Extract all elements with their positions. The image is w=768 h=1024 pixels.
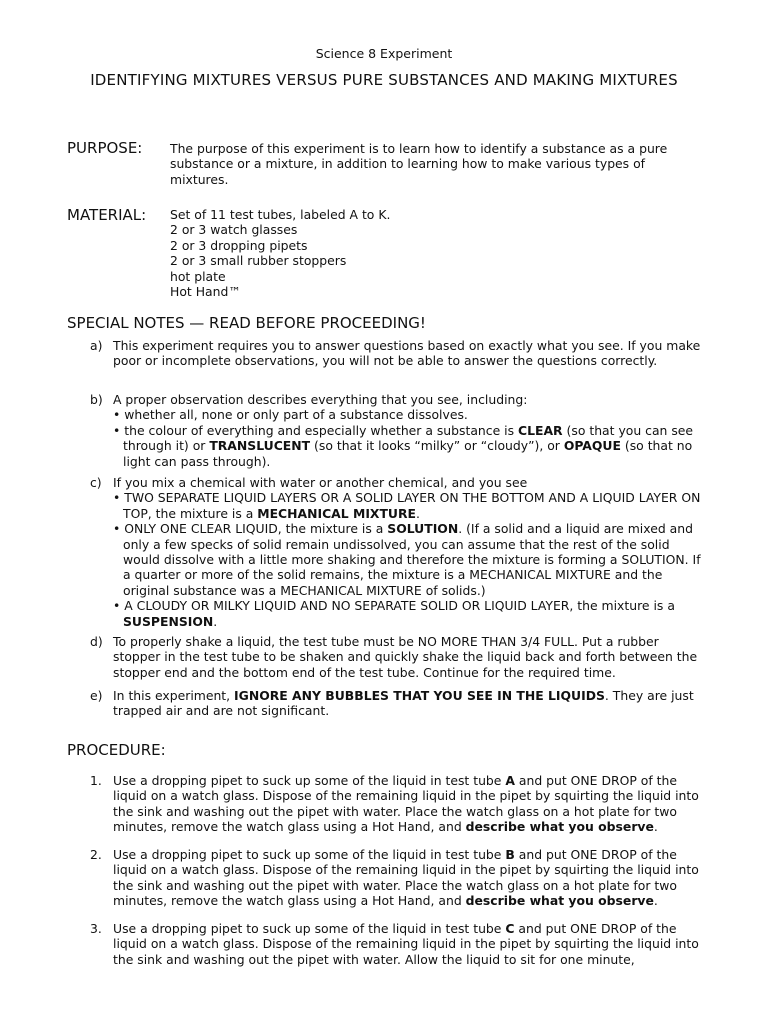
- note-marker: d): [90, 634, 103, 649]
- material-heading: MATERIAL:: [67, 206, 147, 224]
- step-number: 1.: [90, 773, 102, 788]
- bullet-item: • whether all, none or only part of a substance dissolves.: [113, 407, 468, 423]
- procedure-step-1: 1. Use a dropping pipet to suck up some of the liquid in test tube A and put ONE DROP of the liquid on a watch glass. Dispose of the remaining liquid in the pipet by squirting the liquid into the sink and washing out the pipet with water. Place the watch glass on a hot plate for two minutes, remove the watch glass using a Hot Hand, and describe what you observe.: [90, 773, 699, 835]
- purpose-heading: PURPOSE:: [67, 139, 143, 157]
- observe-emphasis: describe what you observe: [465, 819, 654, 835]
- note-b: [90, 392, 710, 469]
- term-solution: SOLUTION: [387, 521, 459, 537]
- note-text: To properly shake a liquid, the test tube must be NO MORE THAN 3/4 FULL. Put a rubber stopper in the test tube to be shaken and quickly shake the liquid back and forth between the stopper end and the bottom end of the test tube. Continue for the required time.: [113, 634, 698, 680]
- material-item: 2 or 3 watch glasses: [170, 222, 298, 238]
- procedure-step-3: 3. Use a dropping pipet to suck up some of the liquid in test tube C and put ONE DROP of the liquid on a watch glass. Dispose of the remaining liquid in the pipet by squirting the liquid into the sink and washing out the pipet with water. Allow the liquid to sit for one minute,: [90, 921, 699, 967]
- course-header: Science 8 Experiment: [315, 46, 453, 61]
- material-item: 2 or 3 small rubber stoppers: [170, 253, 347, 269]
- term-translucent: TRANSLUCENT: [209, 438, 311, 454]
- note-c: [90, 475, 710, 629]
- observe-emphasis: describe what you observe: [465, 893, 654, 909]
- bullet-item: • the colour of everything and especially whether a substance is CLEAR (so that you can see through it) or TRANSLUCENT (so that it looks “milky” or “cloudy”), or OPAQUE (so that no light can pass through).: [113, 422, 694, 469]
- note-marker: b): [90, 392, 103, 407]
- material-item: Set of 11 test tubes, labeled A to K.: [170, 207, 391, 222]
- note-d: [90, 634, 710, 680]
- term-mechanical-mixture: MECHANICAL MIXTURE: [257, 505, 416, 521]
- note-marker: e): [90, 688, 103, 703]
- note-text: This experiment requires you to answer questions based on exactly what you see. If you make poor or incomplete observations, you will not be able to answer the questions correctly.: [113, 338, 701, 369]
- material-item: Hot Hand™: [170, 284, 241, 300]
- note-marker: a): [90, 338, 103, 353]
- tube-label: B: [505, 847, 515, 862]
- note-c-intro: If you mix a chemical with water or another chemical, and you see: [113, 475, 528, 490]
- term-suspension: SUSPENSION: [123, 613, 214, 629]
- bullet-item: • ONLY ONE CLEAR LIQUID, the mixture is a SOLUTION. (If a solid and a liquid are mixed and only a few specks of solid remain undissolved, you can assume that the rest of the solid would dissolve with a little more shaking and therefore the mixture is forming a SOLUTION. If a quarter or more of the solid remains, the mixture is a MECHANICAL MIXTURE and the original substance was a MECHANICAL MIXTURE of solids.): [113, 521, 701, 598]
- step-number: 3.: [90, 921, 102, 936]
- note-a: [90, 338, 710, 369]
- document-title: IDENTIFYING MIXTURES VERSUS PURE SUBSTANCES AND MAKING MIXTURES: [90, 71, 678, 89]
- note-e: e) In this experiment, IGNORE ANY BUBBLES THAT YOU SEE IN THE LIQUIDS. They are just trapped air and are not significant.: [90, 688, 694, 719]
- step-number: 2.: [90, 847, 102, 862]
- procedure-step-2: 2. Use a dropping pipet to suck up some of the liquid in test tube B and put ONE DROP of the liquid on a watch glass. Dispose of the remaining liquid in the pipet by squirting the liquid into the sink and washing out the pipet with water. Place the watch glass on a hot plate for two minutes, remove the watch glass using a Hot Hand, and describe what you observe.: [90, 847, 699, 909]
- tube-label: C: [505, 921, 515, 936]
- material-list: [170, 207, 570, 299]
- material-item: hot plate: [170, 268, 226, 284]
- tube-label: A: [505, 773, 515, 788]
- purpose-text: The purpose of this experiment is to learn how to identify a substance as a pure substance or a mixture, in addition to learning how to make various types of mixtures.: [170, 141, 668, 187]
- material-item: 2 or 3 dropping pipets: [170, 237, 308, 253]
- term-opaque: OPAQUE: [563, 438, 621, 454]
- special-notes-heading: SPECIAL NOTES — READ BEFORE PROCEEDING!: [67, 314, 426, 332]
- ignore-bubbles-emphasis: IGNORE ANY BUBBLES THAT YOU SEE IN THE LIQUIDS: [234, 688, 605, 703]
- term-clear: CLEAR: [518, 422, 563, 438]
- note-marker: c): [90, 475, 102, 490]
- procedure-heading: PROCEDURE:: [67, 741, 166, 759]
- note-b-intro: A proper observation describes everything that you see, including:: [113, 392, 528, 407]
- bullet-item: • TWO SEPARATE LIQUID LAYERS OR A SOLID LAYER ON THE BOTTOM AND A LIQUID LAYER ON TOP, the mixture is a MECHANICAL MIXTURE.: [113, 490, 701, 521]
- bullet-item: • A CLOUDY OR MILKY LIQUID AND NO SEPARATE SOLID OR LIQUID LAYER, the mixture is a SUSPENSION.: [113, 598, 675, 629]
